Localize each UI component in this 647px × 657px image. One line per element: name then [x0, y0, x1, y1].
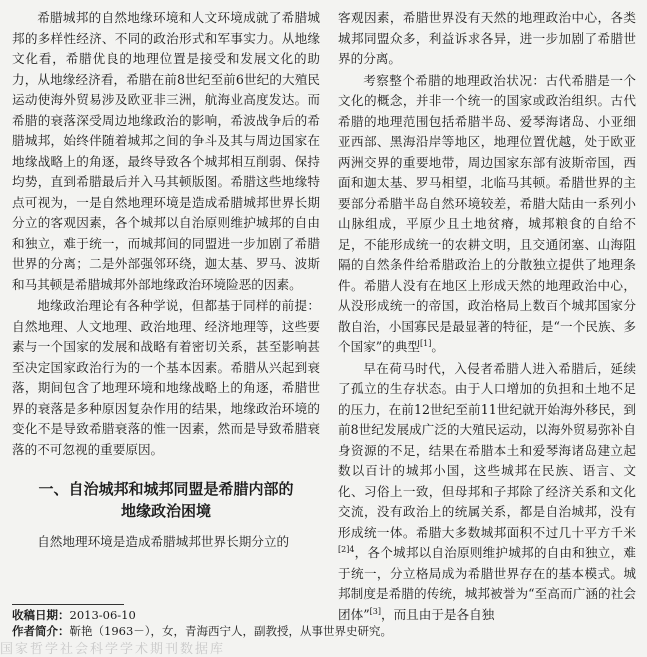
footnote-received-date [12, 608, 642, 623]
right-paragraph-2-text: 考察整个希腊的地理政治状况：古代希腊是一个文化的概念，并非一个统一的国家或政治组织。古代希腊的地理范围包括希腊半岛、爱琴海诸岛、小亚细亚西部、黑海沿岸等地区，地理位置优越，处于欧亚两洲交界的重要地带，周边国家东部有波斯帝国，西面和迦太基、罗马相望，北临马其顿。希腊世界的主要部分希腊半岛自然环境较差，希腊大陆由一系列小山脉组成，平原少且土地贫瘠，城邦粮食的自给不足，不能形成统一的农耕文明，且交通闭塞、山海阻隔的自然条件给希腊政治上的分散独立提供了地理条件。希腊人没有在地区上形成天然的地理政治中心，从没形成统一的帝国，政治格局上数百个城邦国家分散自治，小国寡民是最显著的特征，是“一个民族、多个国家”的典型 [338, 72, 636, 354]
received-date-label: 收稿日期： [12, 608, 70, 622]
right-paragraph-3-text: 早在荷马时代，入侵者希腊人进入希腊后，延续了孤立的生存状态。由于人口增加的负担和土地不足的压力，在前12世纪至前11世纪就开始海外移民，到前8世纪发展成广泛的大殖民运动，以海外贸易弥补自身资源的不足，结果在希腊本土和爱琴海诸岛建立起数以百计的城邦小国，这些城邦在民族、语言、文化、习俗上一致，但母邦和子邦除了经济关系和文化交流，没有政治上的统属关系，都是自治城邦，没有形成统一体。希腊大多数城邦面积不过几十平方千米 [338, 360, 636, 540]
author-bio-value: 靳艳（1963－），女，青海西宁人，副教授，从事世界史研究。 [69, 624, 393, 638]
section-heading-line-2: 地缘政治困境 [120, 502, 211, 520]
left-paragraph-1: 希腊城邦的自然地缘环境和人文环境成就了希腊城邦的多样性经济、不同的政治形式和军事实力。从地缘文化看，希腊优良的地理位置是接受和发展文化的助力，从地缘经济看，希腊在前8世纪至前6世纪的大殖民运动使海外贸易涉及欧亚非三洲，航海业高度发达。而希腊的衰落深受周边地缘政治的影响，希波战争后的希腊城邦，始终伴随着城邦之间的争斗及其与周边国家在地缘战略上的角逐，最终导致各个城邦相互削弱、保持均势，直到希腊最后并入马其顿版图。希腊这些地缘特点可视为，一是自然地理环境是造成希腊城邦世界长期分立的客观因素，各个城邦以自治原则维护城邦的自由和独立，难于统一，而城邦间的同盟进一步加剧了希腊世界的分离；二是外部强邻环绕，迦太基、罗马、波斯和马其顿是希腊城邦外部地缘政治环境险恶的因素。 [12, 10, 320, 292]
left-column [12, 8, 320, 553]
left-paragraph-3: 自然地理环境是造成希腊城邦世界长期分立的 [37, 534, 290, 549]
right-paragraph-3-mid: ，各个城邦以自治原则维护城邦的自由和独立，难于统一，分立格局成为希腊世界存在的基本模式。城邦制度是希腊的传统，城邦被誉为“至高而广涵的社会团体” [338, 545, 636, 622]
footnote-rule [12, 604, 124, 605]
author-bio-label: 作者简介： [12, 624, 70, 638]
section-heading [12, 478, 320, 522]
citation-2: [2]4 [338, 544, 355, 554]
right-column [338, 8, 636, 625]
citation-3: [3] [369, 606, 381, 616]
right-paragraph-2-end: 。 [431, 339, 444, 354]
left-paragraph-2: 地缘政治理论有各种学说，但都基于同样的前提：自然地理、人文地理、政治地理、经济地理等，这些要素与一个国家的发展和战略有着密切关系，甚至影响甚至决定国家政治行为的一个基本因素。希腊从兴起到衰落，期间包含了地理环境和地缘战略上的角逐，希腊世界的衰落是多种原因复杂作用的结果，地缘政治环境的变化不是导致希腊衰落的惟一因素，然而是导致希腊衰落的不可忽视的重要原因。 [12, 298, 320, 457]
section-heading-line-1: 一、自治城邦和城邦同盟是希腊内部的 [38, 480, 294, 498]
citation-1: [1] [420, 338, 432, 348]
footnote-author-bio [12, 624, 642, 639]
right-paragraph-2 [338, 71, 636, 358]
right-paragraph-1: 客观因素，希腊世界没有天然的地理政治中心，各类城邦同盟众多，利益诉求各异，进一步加剧了希腊世界的分离。 [338, 10, 636, 66]
received-date-value: 2013-06-10 [69, 608, 136, 622]
database-watermark: 国家哲学社会科学学术期刊数据库 [0, 642, 226, 657]
right-paragraph-3-end: ，而且由于是各自独 [380, 606, 495, 622]
right-paragraph-3 [338, 359, 636, 626]
